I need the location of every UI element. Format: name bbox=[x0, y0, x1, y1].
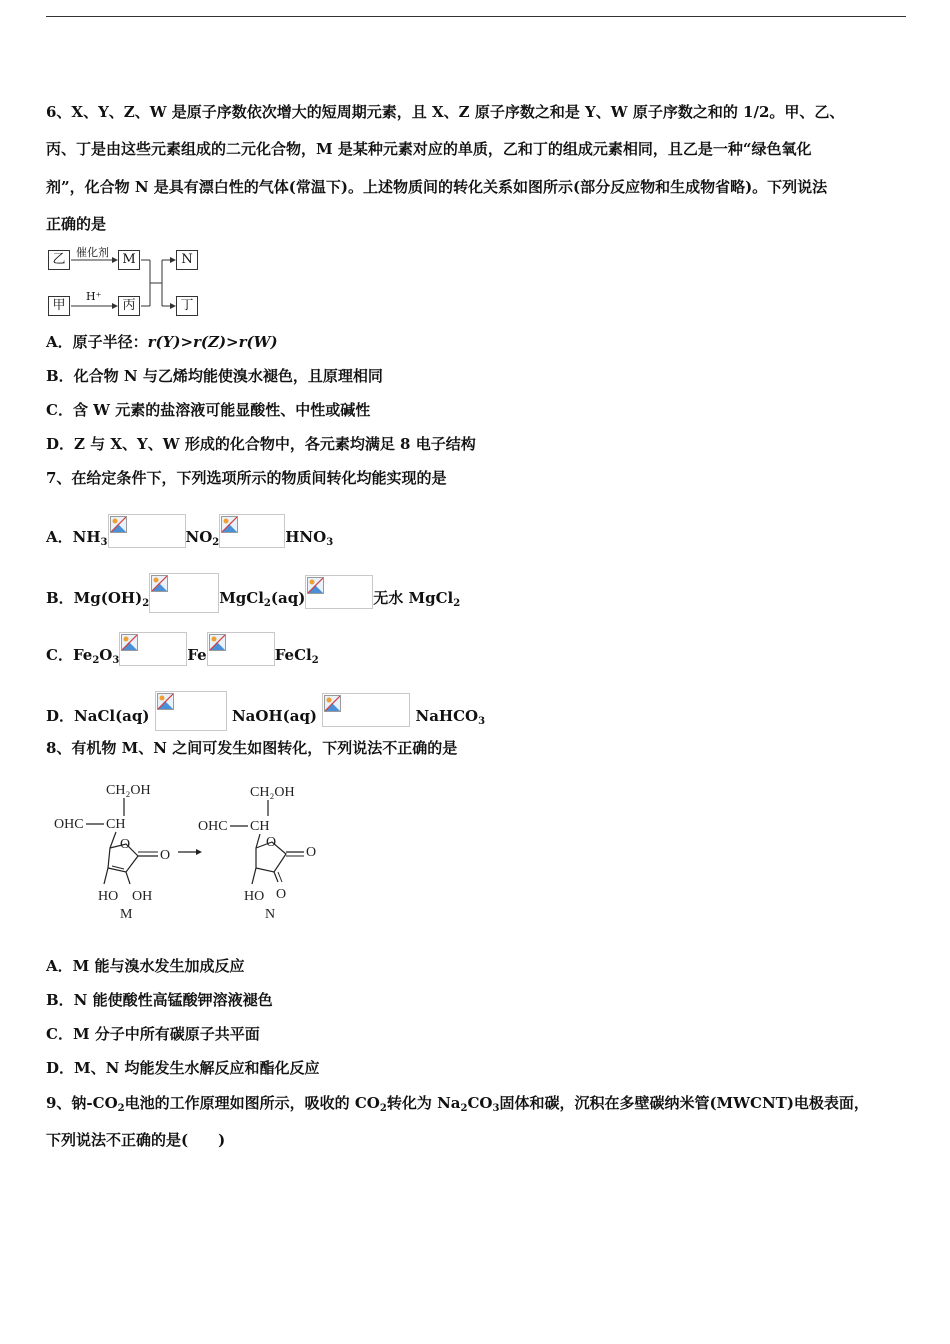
q7-b-mgcl2: MgCl bbox=[219, 589, 264, 607]
q6-option-d[interactable]: D．Z 与 X、Y、W 形成的化合物中，各元素均满足 8 电子结构 bbox=[46, 435, 476, 453]
q8-option-a[interactable]: A．M 能与溴水发生加成反应 bbox=[46, 957, 245, 975]
q7-d-nacl: D．NaCl(aq) bbox=[46, 707, 150, 725]
broken-image-icon bbox=[119, 632, 187, 666]
q8-option-b[interactable]: B．N 能使酸性高锰酸钾溶液褪色 bbox=[46, 991, 273, 1009]
broken-image-icon bbox=[149, 573, 219, 613]
q6-stem-line-4: 正确的是 bbox=[46, 215, 107, 233]
node-jia: 甲 bbox=[48, 296, 70, 316]
q7-c-sub: 2 bbox=[311, 655, 319, 666]
node-n: N bbox=[176, 250, 198, 270]
n-ho: HO bbox=[244, 889, 265, 904]
q8-option-c[interactable]: C．M 分子中所有碳原子共平面 bbox=[46, 1025, 260, 1043]
broken-image-icon bbox=[219, 514, 285, 548]
q7-c-sub: 3 bbox=[112, 655, 120, 666]
n-carbonyl-o: O bbox=[306, 845, 317, 860]
q8-option-d[interactable]: D．M、N 均能发生水解反应和酯化反应 bbox=[46, 1059, 320, 1077]
q7-c-sub: 2 bbox=[92, 655, 100, 666]
q7-b-sub: 2 bbox=[142, 598, 150, 609]
q7-stem: 7、在给定条件下，下列选项所示的物质间转化均能实现的是 bbox=[46, 469, 447, 487]
q9-text: 9、钠-CO bbox=[46, 1094, 118, 1112]
q7-b-mgoh2: B．Mg(OH) bbox=[46, 589, 143, 607]
q7-option-a[interactable] bbox=[46, 514, 333, 548]
m-ch: CH bbox=[106, 817, 126, 832]
q9-sub: 3 bbox=[492, 1103, 500, 1114]
q9-text: 电池的工作原理如图所示，吸收的 CO bbox=[124, 1094, 380, 1112]
q6-stem-line-3: 剂”，化合物 N 是具有漂白性的气体(常温下)。上述物质间的转化关系如图所示(部分反应物和生成物省略)。下列说法 bbox=[46, 178, 828, 196]
q9-sub: 2 bbox=[379, 1103, 387, 1114]
broken-image-icon bbox=[207, 632, 275, 666]
q9-stem-line-2: 下列说法不正确的是( ) bbox=[46, 1131, 226, 1149]
q9-text: 固体和碳，沉积在多壁碳纳米管(MWCNT)电极表面， bbox=[499, 1094, 869, 1112]
broken-image-icon bbox=[155, 691, 227, 731]
q7-a-hno3: HNO bbox=[285, 528, 327, 546]
q9-text: CO bbox=[467, 1094, 493, 1112]
n-ch: CH bbox=[250, 819, 270, 834]
n-ring-o: O bbox=[266, 835, 277, 850]
q7-a-no2: NO bbox=[185, 528, 213, 546]
m-ch2oh: CH₂OH bbox=[106, 783, 151, 798]
q7-d-naoh: NaOH(aq) bbox=[231, 707, 318, 725]
broken-image-icon bbox=[322, 693, 410, 727]
q7-c-fe2o3: C．Fe bbox=[46, 646, 93, 664]
q7-a-nh3: A．NH bbox=[46, 528, 101, 546]
n-ch2oh: CH₂OH bbox=[250, 785, 295, 800]
q8-stem: 8、有机物 M、N 之间可发生如图转化，下列说法不正确的是 bbox=[46, 739, 458, 757]
label-m: M bbox=[120, 907, 133, 922]
q7-d-sub: 3 bbox=[478, 716, 486, 727]
diagram-arrows bbox=[46, 242, 206, 320]
q6-option-a[interactable] bbox=[46, 332, 278, 352]
q7-a-sub: 3 bbox=[100, 537, 108, 548]
node-bing: 丙 bbox=[118, 296, 140, 316]
broken-image-icon bbox=[305, 575, 373, 609]
m-ohc: OHC bbox=[54, 817, 84, 832]
q7-b-aq: (aq) bbox=[270, 589, 306, 607]
q9-stem-line-1 bbox=[46, 1093, 869, 1113]
q6-option-a-formula: r(Y)>r(Z)>r(W) bbox=[147, 333, 278, 351]
q7-a-sub: 2 bbox=[212, 537, 220, 548]
q7-option-d[interactable] bbox=[46, 691, 485, 731]
header-rule bbox=[46, 16, 906, 17]
q7-b-sub: 2 bbox=[453, 598, 461, 609]
q6-stem-line-2: 丙、丁是由这些元素组成的二元化合物，M 是某种元素对应的单质，乙和丁的组成元素相同，且乙是一种“绿色氧化 bbox=[46, 140, 812, 158]
q7-c-fecl2: FeCl bbox=[274, 646, 312, 664]
q7-d-nahco3: NaHCO bbox=[415, 707, 479, 725]
broken-image-icon bbox=[108, 514, 186, 548]
q6-option-b[interactable]: B．化合物 N 与乙烯均能使溴水褪色，且原理相同 bbox=[46, 367, 383, 385]
m-carbonyl-o: O bbox=[160, 848, 171, 863]
node-yi: 乙 bbox=[48, 250, 70, 270]
label-hplus: H⁺ bbox=[86, 290, 102, 303]
q6-conversion-diagram bbox=[46, 242, 206, 320]
label-catalyst: 催化剂 bbox=[76, 246, 109, 259]
m-oh: OH bbox=[132, 889, 153, 904]
q7-option-b[interactable] bbox=[46, 573, 460, 613]
q7-a-sub: 3 bbox=[326, 537, 334, 548]
q8-structure-diagram bbox=[46, 776, 346, 926]
label-n: N bbox=[265, 907, 276, 922]
q7-c-fe: Fe bbox=[187, 646, 207, 664]
q6-stem-line-1: 6、X、Y、Z、W 是原子序数依次增大的短周期元素，且 X、Z 原子序数之和是 Y、W 原子序数之和的 1/2。甲、乙、 bbox=[46, 103, 845, 121]
q7-option-c[interactable] bbox=[46, 632, 319, 666]
q9-text: 转化为 Na bbox=[386, 1094, 461, 1112]
m-ho: HO bbox=[98, 889, 119, 904]
q7-b-anhydrous: 无水 MgCl bbox=[373, 589, 454, 607]
node-ding: 丁 bbox=[176, 296, 198, 316]
q6-option-c[interactable]: C．含 W 元素的盐溶液可能显酸性、中性或碱性 bbox=[46, 401, 371, 419]
q7-b-sub: 2 bbox=[263, 598, 271, 609]
q9-sub: 2 bbox=[117, 1103, 125, 1114]
n-ohc: OHC bbox=[198, 819, 228, 834]
q7-c-o: O bbox=[99, 646, 113, 664]
n-ketone-o: O bbox=[276, 887, 287, 902]
q6-option-a-text: A．原子半径： bbox=[46, 333, 148, 351]
m-ring-o: O bbox=[120, 837, 131, 852]
node-m: M bbox=[118, 250, 140, 270]
q9-sub: 2 bbox=[460, 1103, 468, 1114]
